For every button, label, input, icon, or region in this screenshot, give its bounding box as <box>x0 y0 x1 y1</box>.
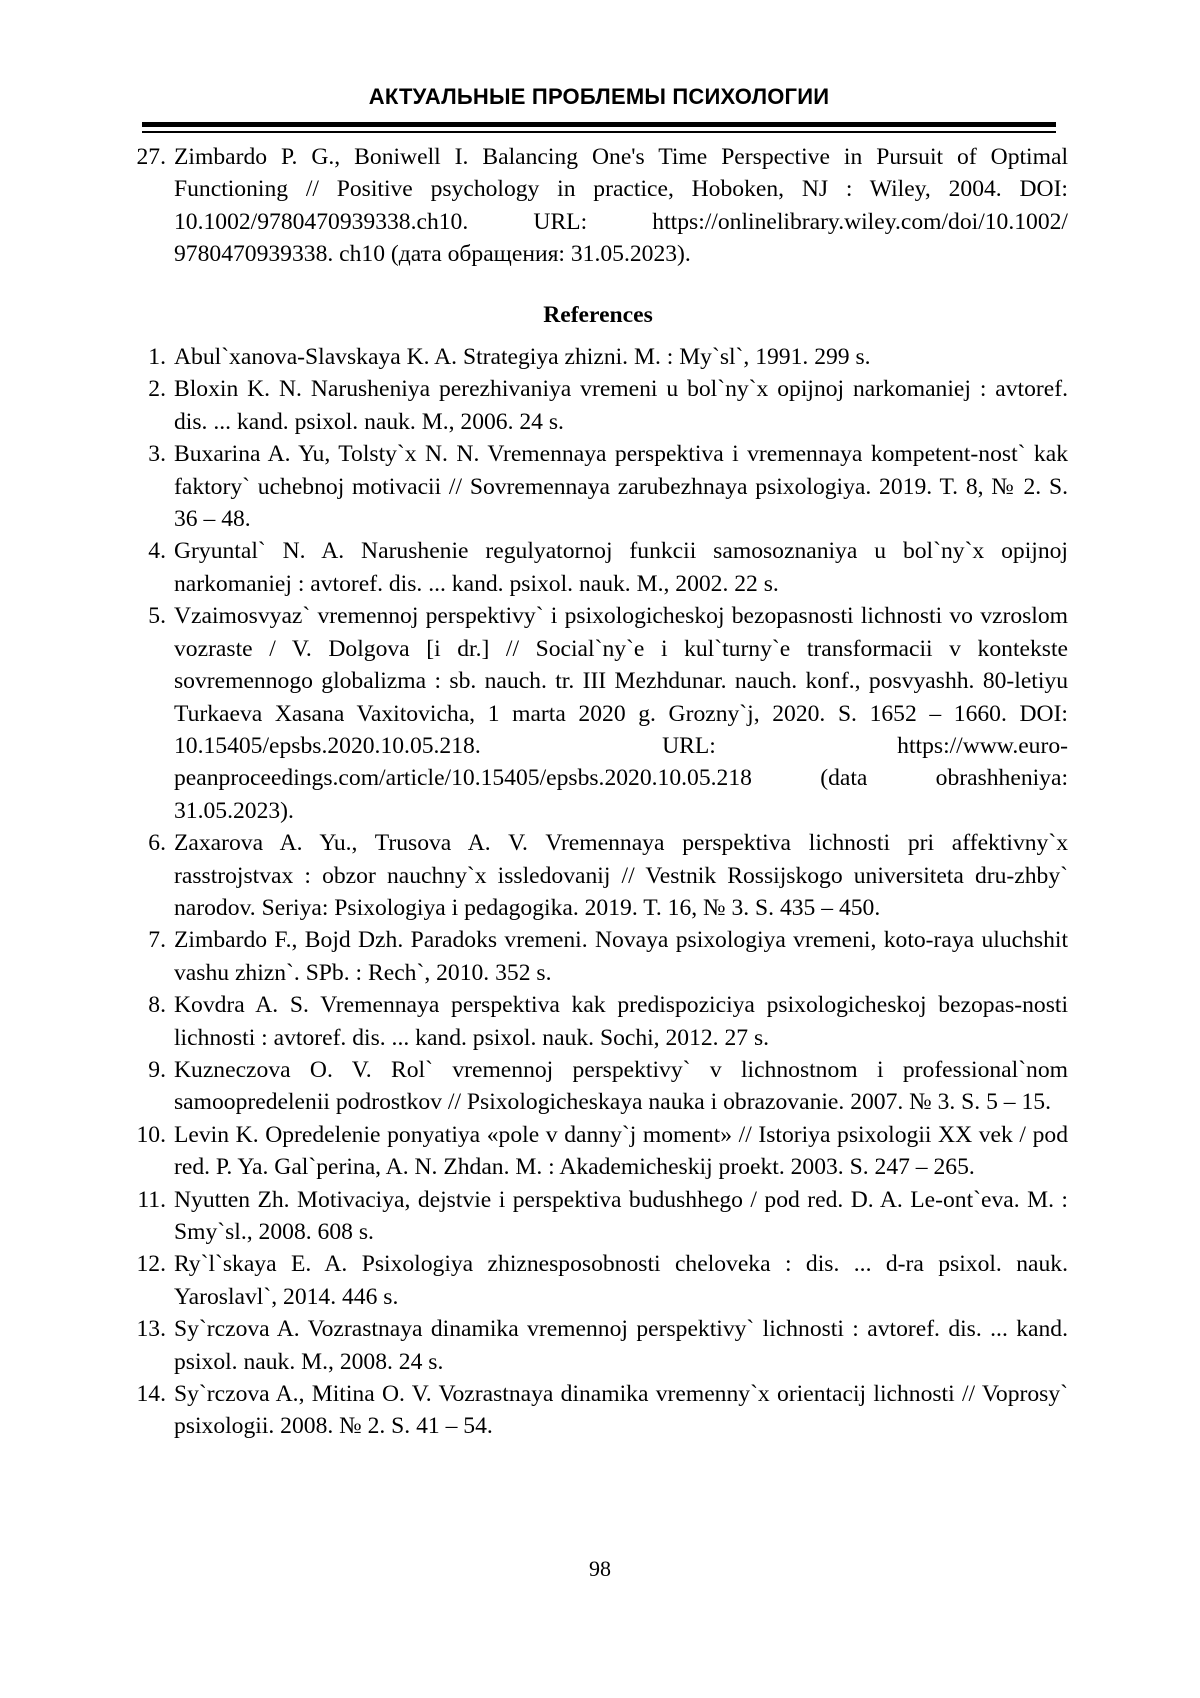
entry-number: 13. <box>136 1316 166 1343</box>
header-rule-thin <box>142 131 1056 133</box>
entry-text: Levin K. Opredelenie ponyatiya «pole v danny`j moment» // Istoriya psixologii XX vek / pod red. P. Ya. Gal`perina, A. N. Zhdan. M. : Akademicheskij proekt. 2003. S. 247 – 265. <box>174 1121 1068 1181</box>
reference-entry-8 <box>128 989 1068 1054</box>
reference-entry-5 <box>128 600 1068 827</box>
entry-number: 2. <box>148 376 166 403</box>
page-number: 98 <box>589 1556 611 1581</box>
header-rule-thick <box>142 122 1056 127</box>
running-header-title: АКТУАЛЬНЫЕ ПРОБЛЕМЫ ПСИХОЛОГИИ <box>368 84 830 109</box>
entry-text: Nyutten Zh. Motivaciya, dejstvie i perspektiva budushhego / pod red. D. A. Le-ont`eva. M. : Smy`sl., 2008. 608 s. <box>174 1186 1068 1245</box>
entry-number: 14. <box>136 1381 166 1408</box>
entry-number: 10. <box>136 1121 166 1148</box>
reference-entry-12 <box>128 1248 1068 1313</box>
entry-number: 5. <box>148 603 166 630</box>
entry-number: 6. <box>148 830 166 857</box>
entry-text: Zimbardo F., Bojd Dzh. Paradoks vremeni. Novaya psixologiya vremeni, koto-raya uluchshit vashu zhizn`. SPb. : Rech`, 2010. 352 s. <box>174 927 1068 986</box>
reference-entry-14 <box>128 1378 1068 1443</box>
entry-text: Sy`rczova A. Vozrastnaya dinamika vremennoj perspektivy` lichnosti : avtoref. dis. ... kand. psixol. nauk. M., 2008. 24 s. <box>174 1316 1068 1375</box>
entry-text: Sy`rczova A., Mitina O. V. Vozrastnaya dinamika vremenny`x orientacij lichnosti // Voprosy` psixologii. 2008. № 2. S. 41 – 54. <box>174 1381 1068 1440</box>
entry-number: 11. <box>137 1186 166 1213</box>
reference-entry-2 <box>128 373 1068 438</box>
reference-entry-11 <box>128 1184 1068 1249</box>
entry-text: Zaxarova A. Yu., Trusova A. V. Vremennaya perspektiva lichnosti pri affektivny`x rasstrojstvax : obzor nauchny`x issledovanij // Vestnik Rossijskogo universiteta dru-zhby` narodov. Seriya: Psixologiya i pedagogika. 2019. T. 16, № 3. S. 435 – 450. <box>174 830 1068 921</box>
entry-number: 3. <box>148 441 166 468</box>
entry-text: Kovdra A. S. Vremennaya perspektiva kak predispoziciya psixologicheskoj bezopas-nosti lichnosti : avtoref. dis. ... kand. psixol. nauk. Sochi, 2012. 27 s. <box>174 992 1068 1051</box>
reference-entry-4 <box>128 535 1068 600</box>
entry-text: Vzaimosvyaz` vremennoj perspektivy` i psixologicheskoj bezopasnosti lichnosti vo vzroslom vozraste / V. Dolgova [i dr.] // Social`ny`e i kul`turny`e transformacii v kontekste sovremennogo globalizma : sb. nauch. tr. III Mezhdunar. nauch. konf., posvyashh. 80-letiyu Turkaeva Xasana Vaxitovicha, 1 marta 2020 g. Grozny`j, 2020. S. 1652 – 1660. DOI: 10.15405/epsbs.2020.10.05.218. URL: https://www.euro-peanproceedings.com/article/10.15405/epsbs.2020.10.05.218 (data obrashheniya: 31.05.2023). <box>174 603 1068 824</box>
entry-number: 4. <box>148 538 166 565</box>
reference-entry-6 <box>128 827 1068 924</box>
reference-entry-10 <box>128 1119 1068 1184</box>
entry-number: 8. <box>148 992 166 1019</box>
references-heading: References <box>543 301 653 328</box>
reference-entry-9 <box>128 1054 1068 1119</box>
entry-number: 27. <box>136 144 166 170</box>
references-list <box>128 341 1068 1443</box>
entry-text: Ry`l`skaya E. A. Psixologiya zhiznesposobnosti cheloveka : dis. ... d-ra psixol. nauk. Yaroslavl`, 2014. 446 s. <box>174 1251 1068 1310</box>
entry-number: 12. <box>136 1251 166 1278</box>
entry-text: Bloxin K. N. Narusheniya perezhivaniya vremeni u bol`ny`x opijnoj narkomaniej : avtoref. dis. ... kand. psixol. nauk. M., 2006. 24 s. <box>174 376 1068 435</box>
reference-entry-13 <box>128 1313 1068 1378</box>
entry-text: Kuzneczova O. V. Rol` vremennoj perspektivy` v lichnostnom i professional`nom samoopredelenii podrostkov // Psixologicheskaya nauka i obrazovanie. 2007. № 3. S. 5 – 15. <box>174 1056 1068 1116</box>
entry-text: Gryuntal` N. A. Narushenie regulyatornoj funkcii samosoznaniya u bol`ny`x opijnoj narkomaniej : avtoref. dis. ... kand. psixol. nauk. M., 2002. 22 s. <box>174 538 1068 597</box>
page-content <box>128 141 1068 1443</box>
entry-text: Buxarina A. Yu, Tolsty`x N. N. Vremennaya perspektiva i vremennaya kompetent-nost` kak faktory` uchebnoj motivacii // Sovremennaya zarubezhnaya psixologiya. 2019. T. 8, № 2. S. 36 – 48. <box>174 441 1068 533</box>
entry-text: Zimbardo P. G., Boniwell I. Balancing One's Time Perspective in Pursuit of Optimal Functioning // Positive psychology in practice, Hoboken, NJ : Wiley, 2004. DOI: 10.1002/9780470939338.ch10. URL: https://onlinelibrary.wiley.com/doi/10.1002/ 9780470939338. ch10 (дата обращения: 31.05.2023). <box>174 144 1068 268</box>
reference-entry-3 <box>128 438 1068 535</box>
entry-number: 7. <box>148 927 166 954</box>
reference-entry-1 <box>128 341 1068 373</box>
entry-text: Abul`xanova-Slavskaya K. A. Strategiya zhizni. M. : My`sl`, 1991. 299 s. <box>174 344 871 371</box>
entry-number: 1. <box>148 344 166 371</box>
entry-number: 9. <box>148 1056 166 1083</box>
reference-entry-27 <box>128 141 1068 271</box>
reference-entry-7 <box>128 924 1068 989</box>
